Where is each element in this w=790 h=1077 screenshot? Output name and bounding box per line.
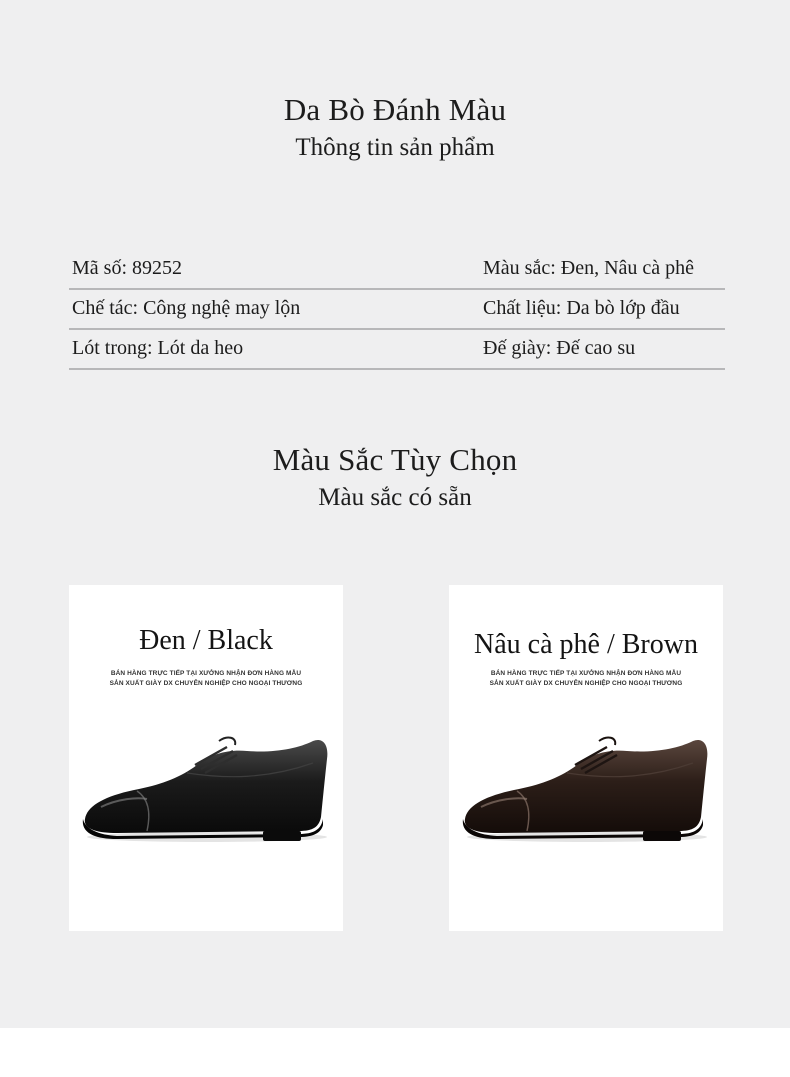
product-subtitle: Thông tin sản phẩm bbox=[295, 134, 495, 161]
variant-note bbox=[449, 669, 723, 689]
variant-note-line: SẢN XUẤT GIÀY DX CHUYÊN NGHIỆP CHO NGOẠI THƯƠNG bbox=[489, 680, 683, 687]
variant-note bbox=[69, 669, 343, 689]
variant-title: Nâu cà phê / Brown bbox=[474, 629, 698, 660]
black-oxford-shoe-icon bbox=[77, 733, 335, 845]
spec-lining: Lót trong: Lót da heo bbox=[72, 337, 244, 359]
variant-note-line: SẢN XUẤT GIÀY DX CHUYÊN NGHIỆP CHO NGOẠI THƯƠNG bbox=[109, 680, 303, 687]
spec-row bbox=[69, 330, 725, 370]
spec-row bbox=[69, 250, 725, 290]
spec-material: Chất liệu: Da bò lớp đầu bbox=[483, 297, 680, 319]
variant-title: Đen / Black bbox=[139, 625, 273, 656]
colors-heading bbox=[0, 442, 790, 512]
spec-color: Màu sắc: Đen, Nâu cà phê bbox=[483, 257, 695, 279]
spec-sole: Đế giày: Đế cao su bbox=[483, 337, 636, 359]
bottom-strip bbox=[0, 1028, 790, 1077]
product-heading bbox=[0, 92, 790, 162]
spec-row bbox=[69, 290, 725, 330]
spec-code: Mã số: 89252 bbox=[72, 257, 182, 279]
spec-table bbox=[69, 250, 725, 370]
product-title: Da Bò Đánh Màu bbox=[283, 92, 507, 127]
brown-oxford-shoe-icon bbox=[457, 733, 715, 845]
variant-note-line: BÁN HÀNG TRỰC TIẾP TẠI XƯỞNG NHẬN ĐƠN HÀNG MẪU bbox=[110, 670, 302, 677]
colors-subtitle: Màu sắc có sẵn bbox=[318, 484, 472, 511]
variant-note-line: BÁN HÀNG TRỰC TIẾP TẠI XƯỞNG NHẬN ĐƠN HÀNG MẪU bbox=[490, 670, 682, 677]
variant-card-black[interactable] bbox=[69, 585, 343, 931]
variant-card-brown[interactable] bbox=[449, 585, 723, 931]
colors-title: Màu Sắc Tùy Chọn bbox=[272, 442, 518, 477]
spec-craft: Chế tác: Công nghệ may lộn bbox=[72, 297, 301, 319]
